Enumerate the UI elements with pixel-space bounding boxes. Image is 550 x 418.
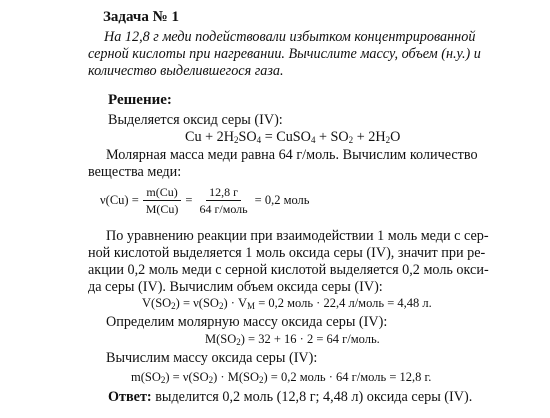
p2-line-2: вещества меди: bbox=[88, 164, 182, 180]
answer-line bbox=[108, 389, 472, 406]
paragraph-gas-released: Выделяется оксид серы (IV): bbox=[108, 112, 283, 128]
task-line-2: серной кислоты при нагревании. Вычислите массу, объем (н.у.) и bbox=[88, 46, 481, 62]
molar-mass-equation: $M(SO_2) = 32 + 16 \cdot 2 = 64$ г/моль. bbox=[205, 332, 380, 347]
reaction-equation: $Cu + 2H_2SO_4$ = CuSO$_4$ + $SO_2 + 2H_2O$ bbox=[185, 129, 401, 145]
p3-line-4: да серы (IV). Вычислим объем оксида серы (IV): bbox=[88, 279, 383, 295]
amount-of-copper-formula: ν(Cu) = $\frac{m(Cu)}{M(Cu)}$ = $\frac{12,8 г}{\text{64 г/моль}}$ = 0,2 моль bbox=[100, 185, 310, 216]
mass-equation: $m(SO_2) = \nu(SO_2) \cdot M(SO_2) = 0,2$ моль · 64 г/моль = 12,8 г. bbox=[131, 370, 432, 385]
answer-text: выделится 0,2 моль (12,8 г; 4,48 л) оксида серы (IV). bbox=[151, 389, 473, 405]
volume-equation: $V(SO_2) = \nu(SO_2) \cdot V_M = 0,2$ моль · 22,4 л/моль = 4,48 л. bbox=[142, 296, 432, 311]
p3-line-1: По уравнению реакции при взаимодействии 1 моль меди с сер- bbox=[106, 228, 489, 244]
p3-line-2: ной кислотой выделяется 1 моль оксида серы (IV), значит при ре- bbox=[88, 245, 486, 261]
solution-heading: Решение: bbox=[108, 92, 172, 108]
fraction-symbolic: $\frac{m(Cu)}{M(Cu)}$ bbox=[143, 185, 182, 216]
paragraph-mass-so2: Вычислим массу оксида серы (IV): bbox=[106, 350, 318, 366]
p3-line-3: акции 0,2 моль меди с серной кислотой выделяется 0,2 моль окси- bbox=[88, 262, 489, 278]
paragraph-reaction-ratio bbox=[88, 228, 489, 296]
formula-result: = 0,2 моль bbox=[254, 193, 310, 207]
task-title: Задача № 1 bbox=[103, 9, 179, 25]
fraction-numeric: $\frac{12,8 г}{\text{64 г/моль}}$ bbox=[199, 185, 248, 216]
paragraph-molar-mass-so2: Определим молярную массу оксида серы (IV): bbox=[106, 314, 388, 330]
task-statement bbox=[88, 29, 481, 80]
task-line-3: количество выделившегося газа. bbox=[88, 63, 284, 79]
task-line-1: На 12,8 г меди подействовали избытком концентрированной bbox=[104, 29, 476, 45]
p2-line-1: Молярная масса меди равна 64 г/моль. Вычислим количество bbox=[106, 147, 478, 163]
formula-lhs: ν(Cu) = bbox=[100, 193, 139, 207]
answer-label: Ответ: bbox=[108, 389, 152, 405]
paragraph-molar-mass bbox=[88, 147, 478, 181]
